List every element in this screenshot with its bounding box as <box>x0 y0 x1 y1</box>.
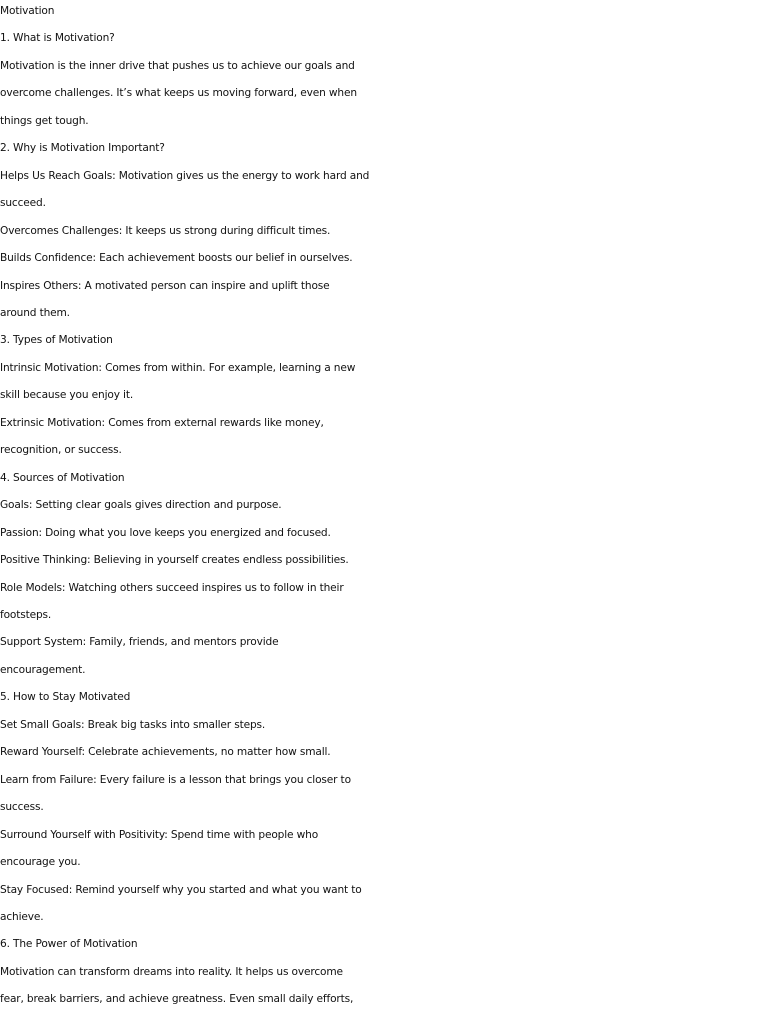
list-item-line: Passion: Doing what you love keeps you energized and focused. <box>0 526 331 539</box>
paragraph-line: Motivation is the inner drive that pushes us to achieve our goals and <box>0 59 355 72</box>
list-item-line: encourage you. <box>0 856 81 869</box>
list-item-line: Inspires Others: A motivated person can inspire and uplift those <box>0 279 330 292</box>
paragraph-line: things get tough. <box>0 114 89 127</box>
list-item-line: Extrinsic Motivation: Comes from external rewards like money, <box>0 416 324 429</box>
list-item-line: Positive Thinking: Believing in yourself creates endless possibilities. <box>0 554 349 567</box>
list-item-line: Surround Yourself with Positivity: Spend time with people who <box>0 828 319 841</box>
list-item-line: succeed. <box>0 197 46 210</box>
list-item-line: Helps Us Reach Goals: Motivation gives us the energy to work hard and <box>0 169 370 182</box>
list-item-line: Support System: Family, friends, and mentors provide <box>0 636 279 649</box>
paragraph-line: fear, break barriers, and achieve greatness. Even small daily efforts, <box>0 993 354 1006</box>
list-item-line: Set Small Goals: Break big tasks into smaller steps. <box>0 718 266 731</box>
section-heading-sources: 4. Sources of Motivation <box>0 471 125 484</box>
list-item-line: skill because you enjoy it. <box>0 389 134 402</box>
list-item-line: achieve. <box>0 910 44 923</box>
paragraph-line: overcome challenges. It’s what keeps us moving forward, even when <box>0 87 357 100</box>
list-item-line: Reward Yourself: Celebrate achievements, no matter how small. <box>0 746 331 759</box>
list-item-line: around them. <box>0 306 70 319</box>
list-item-line: Overcomes Challenges: It keeps us strong during difficult times. <box>0 224 331 237</box>
list-item-line: Role Models: Watching others succeed inspires us to follow in their <box>0 581 344 594</box>
list-item-line: recognition, or success. <box>0 444 122 457</box>
list-item-line: encouragement. <box>0 663 86 676</box>
section-heading-stay-motivated: 5. How to Stay Motivated <box>0 691 131 704</box>
list-item-line: footsteps. <box>0 608 52 621</box>
section-heading-what-is-motivation: 1. What is Motivation? <box>0 32 115 45</box>
list-item-line: Learn from Failure: Every failure is a lesson that brings you closer to <box>0 773 351 786</box>
list-item-line: success. <box>0 801 44 814</box>
paragraph-line: Motivation can transform dreams into reality. It helps us overcome <box>0 965 343 978</box>
section-heading-power: 6. The Power of Motivation <box>0 938 138 951</box>
list-item-line: Goals: Setting clear goals gives direction and purpose. <box>0 499 282 512</box>
list-item-line: Intrinsic Motivation: Comes from within. For example, learning a new <box>0 361 356 374</box>
list-item-line: Stay Focused: Remind yourself why you started and what you want to <box>0 883 362 896</box>
list-item-line: Builds Confidence: Each achievement boosts our belief in ourselves. <box>0 252 353 265</box>
document-title: Motivation <box>0 5 55 17</box>
section-heading-types: 3. Types of Motivation <box>0 334 113 347</box>
section-heading-why-important: 2. Why is Motivation Important? <box>0 142 165 155</box>
